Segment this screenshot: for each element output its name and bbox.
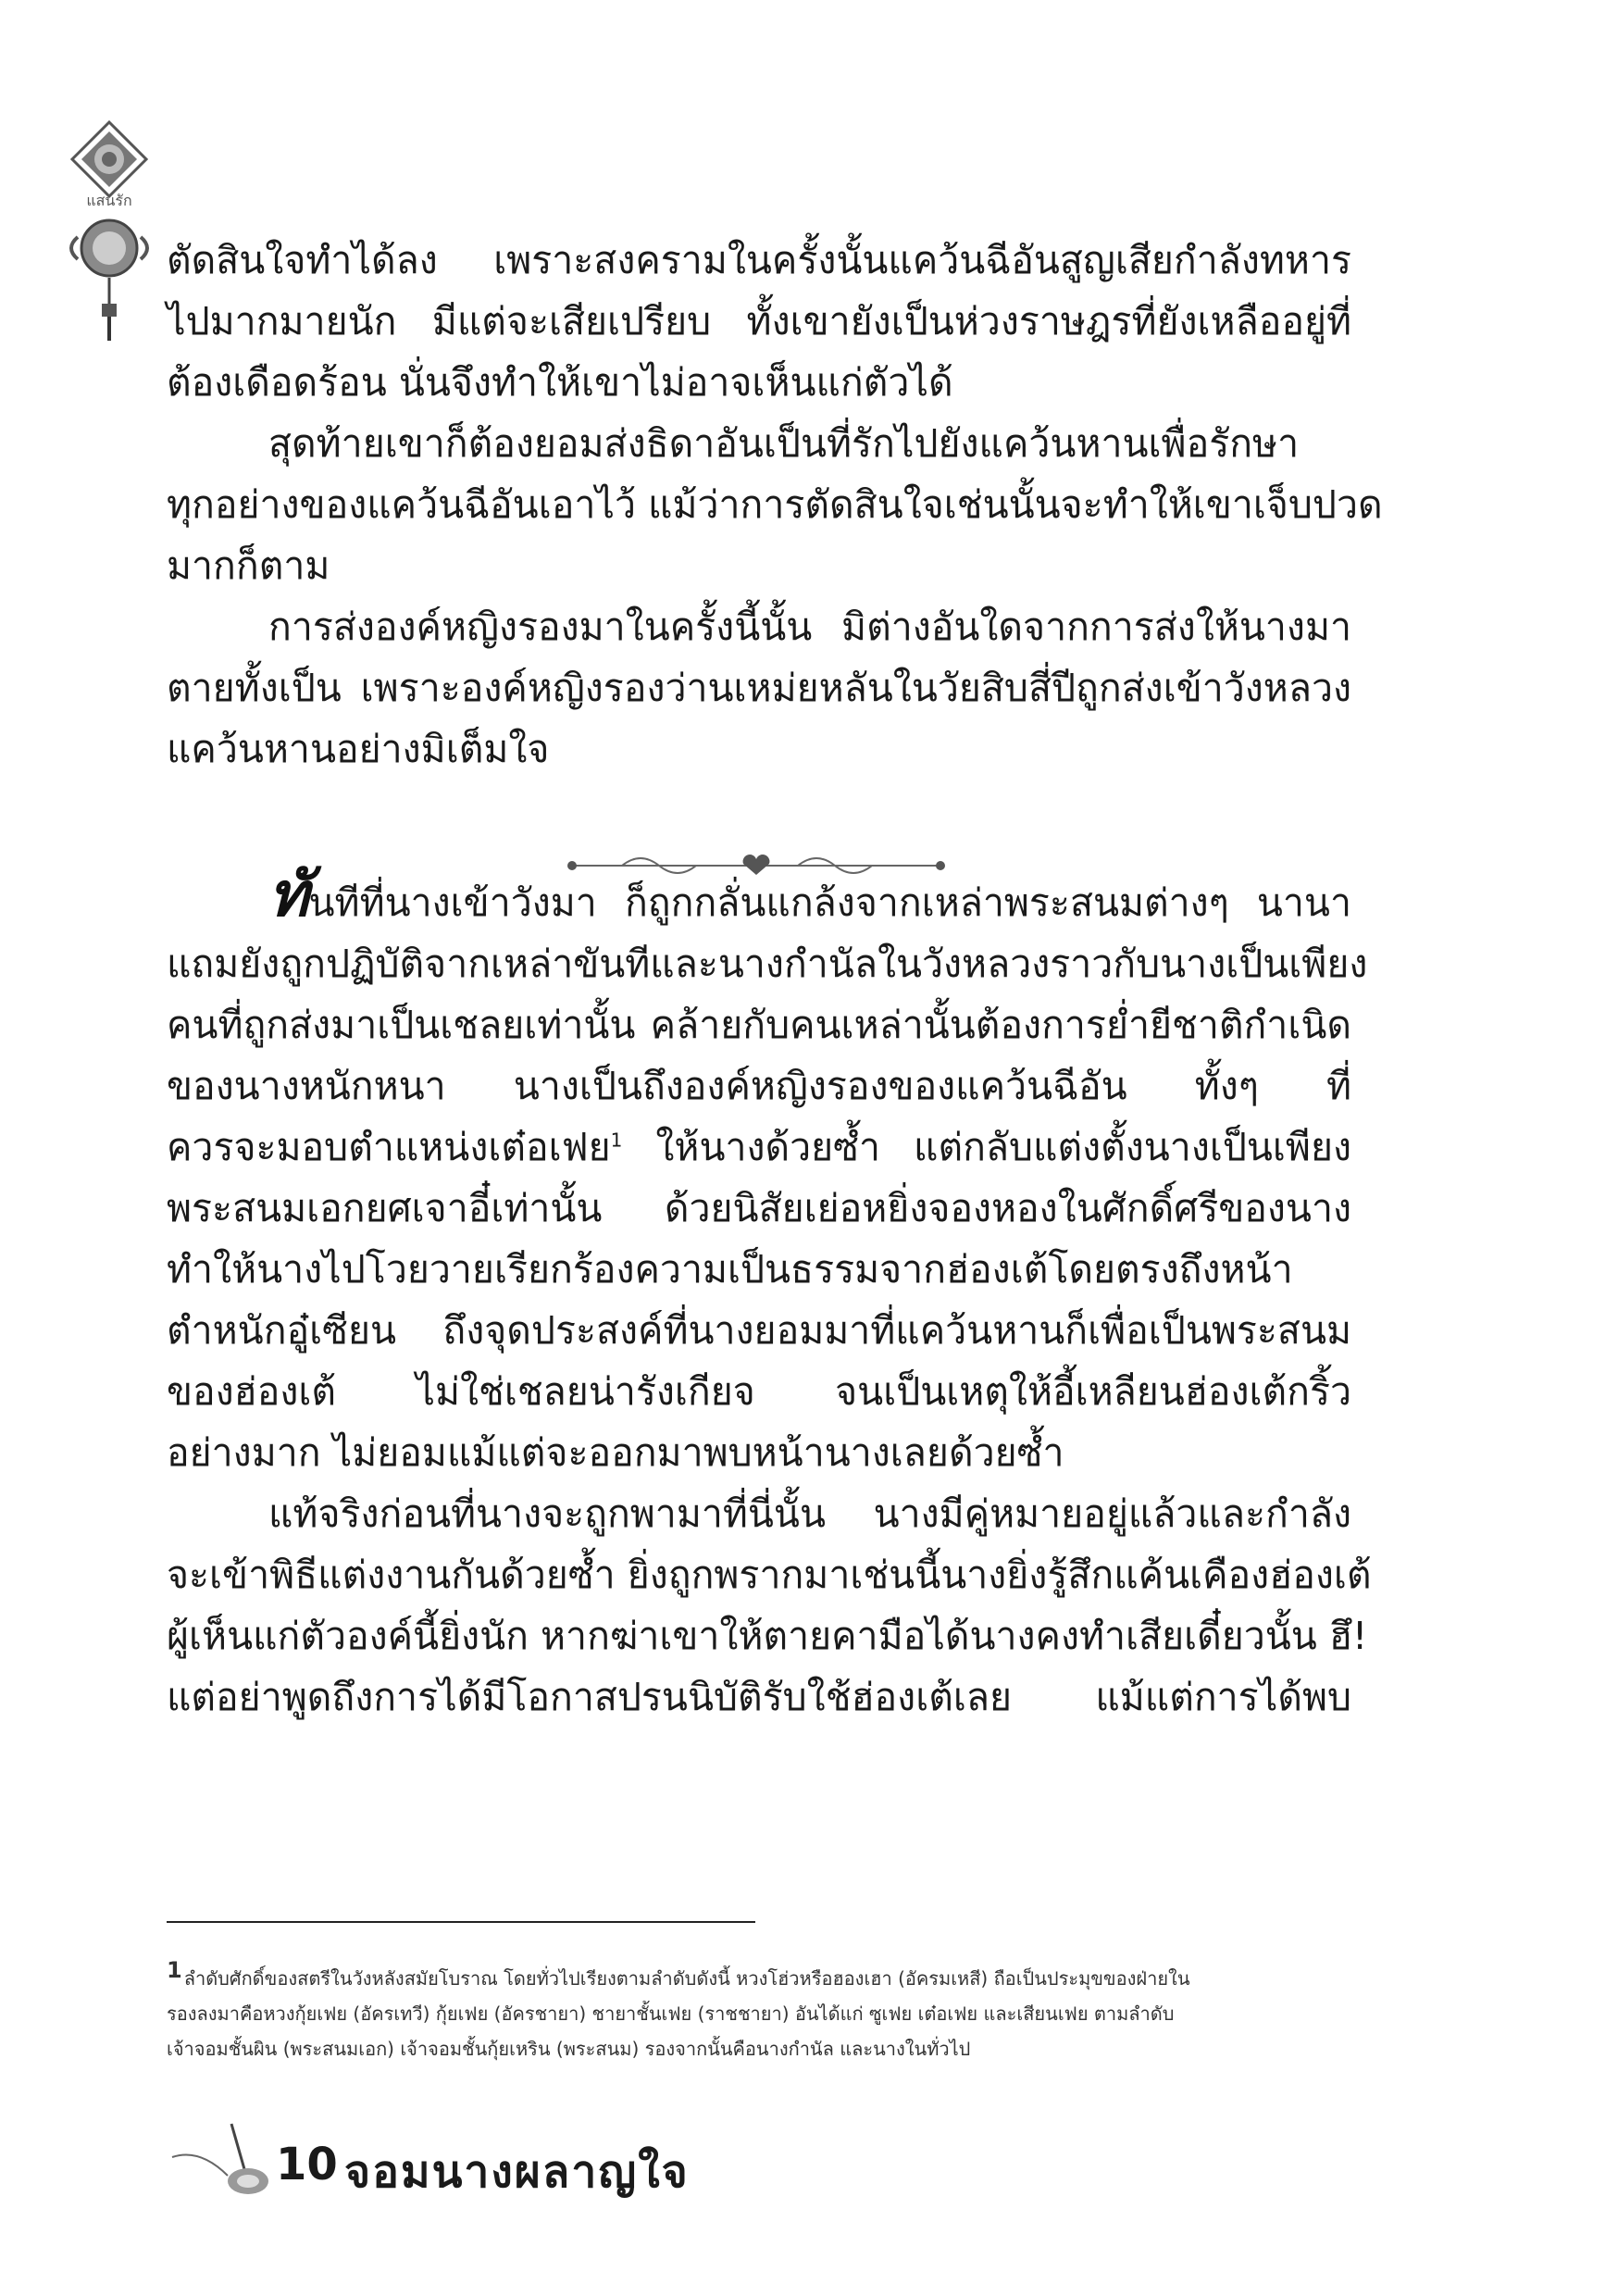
text-line: อย่างมาก ไม่ยอมแม้แต่จะออกมาพบหน้านางเลยด้วยซ้ำ [167, 1430, 1064, 1475]
text-line: ตายทั้งเป็น เพราะองค์หญิงรองว่านเหม่ยหลันในวัยสิบสี่ปีถูกส่งเข้าวังหลวง [167, 666, 1351, 710]
text-line: ไปมากมายนัก มีแต่จะเสียเปรียบ ทั้งเขายังเป็นห่วงราษฎรที่ยังเหลืออยู่ที่ [167, 299, 1351, 343]
footnote-line: เจ้าจอมชั้นผิน (พระสนมเอก) เจ้าจอมชั้นกุ้ยเหริน (พระสนม) รองจากนั้นคือนางกำนัล และนางในทั่วไป [167, 2038, 971, 2060]
text-line: คนที่ถูกส่งมาเป็นเชลยเท่านั้น คล้ายกับคนเหล่านั้นต้องการย่ำยีชาติกำเนิด [167, 1003, 1351, 1047]
text-run: ควรจะมอบตำแหน่งเต๋อเฟย [167, 1125, 611, 1169]
decorative-medallion-icon [54, 119, 165, 350]
text-line: ทำให้นางไปโวยวายเรียกร้องความเป็นธรรมจากฮ่องเต้โดยตรงถึงหน้า [167, 1247, 1293, 1292]
book-title: จอมนางผลาญใจ [344, 2146, 690, 2198]
footnote-line [167, 1957, 1351, 1996]
section-divider-icon [566, 847, 946, 884]
text-run: ให้นางด้วยซ้ำ แต่กลับแต่งตั้งนางเป็นเพียง [622, 1125, 1351, 1169]
text-line: แต่อย่าพูดถึงการได้มีโอกาสปรนนิบัติรับใช้ฮ่องเต้เลย แม้แต่การได้พบ [167, 1675, 1351, 1719]
text-line: ของนางหนักหนา นางเป็นถึงองค์หญิงรองของแคว้นฉีอัน ทั้งๆ ที่ [167, 1064, 1351, 1108]
paragraph [167, 596, 1351, 780]
text-line: ทุกอย่างของแคว้นฉีอันเอาไว้ แม้ว่าการตัดสินใจเช่นนั้นจะทำให้เขาเจ็บปวด [167, 482, 1383, 527]
text-line: แคว้นหานอย่างมิเต็มใจ [167, 727, 550, 771]
text-line: ต้องเดือดร้อน นั่นจึงทำให้เขาไม่อาจเห็นแก่ตัวได้ [167, 360, 953, 405]
spool-needle-icon [167, 2120, 278, 2203]
text-line: ตัดสินใจทำได้ลง เพราะสงครามในครั้งนั้นแคว้นฉีอันสูญเสียกำลังทหาร [167, 238, 1351, 282]
text-line: ผู้เห็นแก่ตัวองค์นี้ยิ่งนัก หากฆ่าเขาให้ตายคามือได้นางคงทำเสียเดี๋ยวนั้น ฮึ! [167, 1614, 1368, 1658]
paragraph [167, 858, 1368, 1483]
paragraph [167, 230, 1351, 413]
footnote-text: ลำดับศักดิ์ของสตรีในวังหลังสมัยโบราณ โดยทั่วไปเรียงตามลำดับดังนี้ หวงโฮ่วหรือฮองเฮา (อัครมเหสี) ถือเป็นประมุขของฝ่ายใน [183, 1967, 1190, 1990]
text-line: แท้จริงก่อนที่นางจะถูกพามาที่นี่นั้น นางมีคู่หมายอยู่แล้วและกำลัง [268, 1491, 1351, 1536]
text-line [167, 1117, 1351, 1178]
footnote [167, 1957, 1351, 2066]
footnote-rule [167, 1921, 755, 1923]
text-line: ตำหนักอู๋เซียน ถึงจุดประสงค์ที่นางยอมมาที่แคว้นหานก็เพื่อเป็นพระสนม [167, 1308, 1351, 1353]
body-text [167, 230, 1383, 1728]
text-line: มากก็ตาม [167, 543, 330, 588]
text-line: สุดท้ายเขาก็ต้องยอมส่งธิดาอันเป็นที่รักไปยังแคว้นหานเพื่อรักษา [268, 421, 1300, 466]
page-number: 10 [276, 2139, 338, 2190]
footnote-marker[interactable]: 1 [610, 1129, 623, 1152]
footnote-number: 1 [167, 1957, 182, 1984]
text-line: ของฮ่องเต้ ไม่ใช่เชลยน่ารังเกียจ จนเป็นเหตุให้อี้เหลียนฮ่องเต้กริ้ว [167, 1369, 1351, 1414]
text-line: พระสนมเอกยศเจาอี๋เท่านั้น ด้วยนิสัยเย่อหยิ่งจองหองในศักดิ์ศรีของนาง [167, 1186, 1351, 1230]
footnote-line: รองลงมาคือหวงกุ้ยเฟย (อัครเทวี) กุ้ยเฟย (อัครชายา) ชายาชั้นเฟย (ราชชายา) อันได้แก่ ซูเฟย เต๋อเฟย และเสียนเฟย ตามลำดับ [167, 2003, 1175, 2025]
ornament-label: แสนรัก [86, 192, 132, 209]
text-line: การส่งองค์หญิงรองมาในครั้งนี้นั้น มิต่างอันใดจากการส่งให้นางมา [268, 605, 1351, 649]
paragraph [167, 1483, 1372, 1728]
paragraph [167, 413, 1383, 596]
drop-cap: ทั [268, 858, 309, 930]
text-line: แถมยังถูกปฏิบัติจากเหล่าขันทีและนางกำนัลในวังหลวงราวกับนางเป็นเพียง [167, 942, 1368, 986]
text-run: นทีที่นางเข้าวังมา ก็ถูกกลั่นแกล้งจากเหล่าพระสนมต่างๆ นานา [308, 880, 1351, 925]
text-line: จะเข้าพิธีแต่งงานกันด้วยซ้ำ ยิ่งถูกพรากมาเช่นนี้นางยิ่งรู้สึกแค้นเคืองฮ่องเต้ [167, 1553, 1372, 1597]
